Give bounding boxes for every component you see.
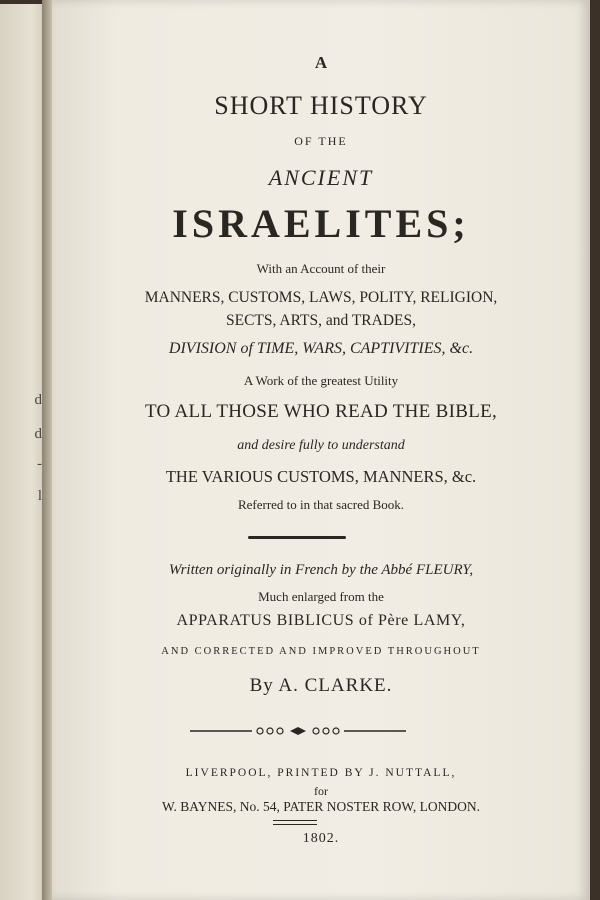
date-rule — [273, 820, 317, 821]
section-rule — [248, 536, 346, 539]
title-israelites: ISRAELITES; — [172, 201, 470, 246]
title-of-the: OF THE — [294, 134, 348, 148]
imprint-printer: LIVERPOOL, PRINTED BY J. NUTTALL, — [185, 767, 457, 779]
facing-page-fragment: d — [34, 392, 42, 408]
title-short-history: SHORT HISTORY — [214, 91, 428, 120]
imprint-year: 1802. — [302, 831, 340, 846]
subtitle-referred: Referred to in that sacred Book. — [237, 497, 405, 512]
date-rule — [273, 824, 317, 825]
subtitle-manners: MANNERS, CUSTOMS, LAWS, POLITY, RELIGION, — [144, 289, 498, 306]
credit-written: Written originally in French by the Abbé FLEURY, — [168, 562, 474, 578]
facing-page — [0, 4, 46, 900]
facing-page-fragment: l — [37, 488, 42, 504]
subtitle-work: A Work of the greatest Utility — [243, 373, 399, 388]
printer-ornament — [190, 726, 406, 736]
title-ancient: ANCIENT — [268, 165, 374, 190]
subtitle-account: With an Account of their — [256, 261, 386, 276]
credit-enlarged: Much enlarged from the — [258, 589, 384, 604]
title-article: A — [314, 53, 328, 72]
credit-apparatus: APPARATUS BIBLICUS of Père LAMY, — [176, 612, 466, 629]
facing-page-fragment: d — [34, 426, 42, 442]
imprint-for: for — [314, 784, 328, 798]
facing-page-fragment: - — [37, 456, 42, 472]
subtitle-sects: SECTS, ARTS, and TRADES, — [226, 312, 416, 329]
credit-author: By A. CLARKE. — [249, 675, 393, 696]
subtitle-desire: and desire fully to understand — [237, 438, 405, 453]
subtitle-division: DIVISION of TIME, WARS, CAPTIVITIES, &c. — [168, 340, 474, 357]
imprint-publisher: W. BAYNES, No. 54, PATER NOSTER ROW, LONDON. — [162, 799, 480, 814]
credit-corrected: AND CORRECTED AND IMPROVED THROUGHOUT — [161, 646, 481, 657]
subtitle-various: THE VARIOUS CUSTOMS, MANNERS, &c. — [165, 467, 477, 486]
subtitle-bible: TO ALL THOSE WHO READ THE BIBLE, — [144, 401, 498, 422]
